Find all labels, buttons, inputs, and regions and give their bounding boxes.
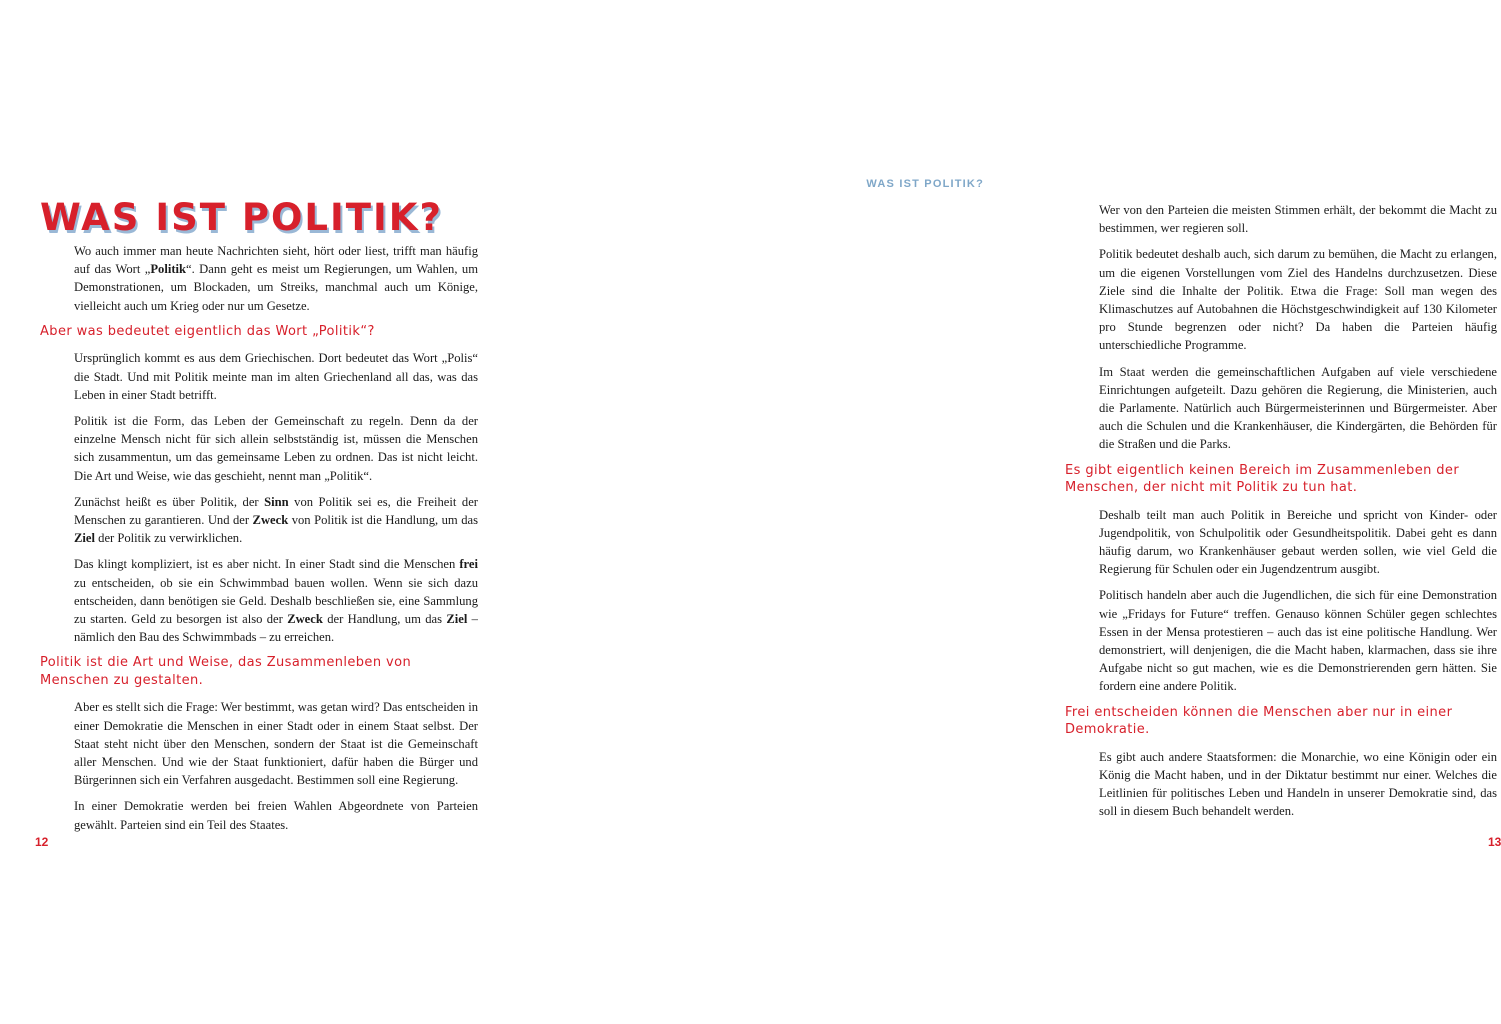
paragraph-definition: Politik ist die Form, das Leben der Gemeinschaft zu regeln. Denn da der einzelne Mensch nicht für sich allein selbstständig ist, müssen die Menschen sich zusammentun, um das gemeinsame Leben zu ordnen. Das ist nicht leicht. Die Art und Weise, wie das geschieht, nennt man „Politik“. (74, 413, 478, 483)
paragraph-wahlen: In einer Demokratie werden bei freien Wahlen Abgeordnete von Parteien gewählt. Parteien sind ein Teil des Staates. (74, 799, 478, 832)
paragraph-wer-bestimmt: Aber es stellt sich die Frage: Wer bestimmt, was getan wird? Das entscheiden in einer Demokratie die Menschen in einer Stadt oder in einem Staat selbst. Der Staat steht nicht über den Menschen, sondern der Staat ist die Gemeinschaft aller Menschen. Und wie der Staat funktioniert, dafür haben die Bürger und Bürgerinnen sich ein Verfahren ausgedacht. Bestimmen soll eine Regierung. (74, 700, 478, 788)
paragraph-bereiche: Deshalb teilt man auch Politik in Bereiche und spricht von Kinder- oder Jugendpolitik, von Schulpolitik oder Gesundheitspolitik. Dabei geht es dann häufig darum, wo Krankenhäuser gebaut werden sollen, wie viel Geld die Regierung für Schulen oder ein Jugendzentrum ausgibt. (1099, 507, 1497, 577)
paragraph-jugendliche: Politisch handeln aber auch die Jugendlichen, die sich für eine Demonstration wie „Fridays for Future“ treffen. Genauso können Schüler gegen schlechtes Essen in der Mensa protestieren – auch das ist eine politische Handlung. Wer demonstriert, will denjenigen, die die Macht haben, klarmachen, dass sie ihre Aufgabe nicht so gut machen, wie es die Demonstrierenden gern hätten. Sie fordern eine andere Politik. (1099, 588, 1497, 694)
page-number-left: 12 (35, 835, 49, 849)
right-text-column (1065, 201, 1497, 828)
subheading-zusammenleben: Politik ist die Art und Weise, das Zusammenleben von Menschen zu gestalten. (40, 655, 412, 688)
page-number-right: 13 (1488, 835, 1501, 849)
paragraph-aufgaben: Im Staat werden die gemeinschaftlichen Aufgaben auf viele verschiedene Einrichtungen aufgeteilt. Dazu gehören die Regierung, die Ministerien, auch die Parlamente. Natürlich auch Bürgermeisterinnen und Bürgermeister. Aber auch die Schulen und die Krankenhäuser, die Kindergärten, die Behörden für die Straßen und die Parks. (1099, 364, 1497, 452)
running-head: WAS IST POLITIK? (866, 178, 984, 190)
paragraph-schwimmbad: Das klingt kompliziert, ist es aber nicht. In einer Stadt sind die Menschen frei zu entscheiden, ob sie ein Schwimmbad bauen wollen. Wenn sie sich dazu entscheiden, dann benötigen sie Geld. Deshalb beschließen sie, eine Sammlung zu starten. Geld zu besorgen ist also der Zweck der Handlung, um das Ziel – nämlich den Bau des Schwimmbads – zu erreichen. (74, 557, 478, 645)
paragraph-origin: Ursprünglich kommt es aus dem Griechischen. Dort bedeutet das Wort „Polis“ die Stadt. Und mit Politik meinte man im alten Griechenland all das, was das Leben in einer Stadt betrifft. (74, 351, 478, 402)
subheading-demokratie: Frei entscheiden können die Menschen aber nur in einer Demokratie. (1065, 704, 1453, 738)
right-page (512, 0, 1501, 1024)
left-page (0, 0, 512, 1024)
paragraph-sinn-zweck: Zunächst heißt es über Politik, der Sinn von Politik sei es, die Freiheit der Menschen zu garantieren. Und der Zweck von Politik ist die Handlung, um das Ziel der Politik zu verwirklichen. (74, 494, 478, 546)
paragraph-staatsformen: Es gibt auch andere Staatsformen: die Monarchie, wo eine Königin oder ein König die Macht haben, und in der Diktatur bestimmt nur einer. Welches die Leitlinien für politisches Leben und Handeln in unserer Demokratie sind, das soll in diesem Buch behandelt werden. (1099, 749, 1497, 819)
intro-paragraph: Wo auch immer man heute Nachrichten sieht, hört oder liest, trifft man häufig auf das Wort „Politik“. Dann geht es meist um Regierungen, um Wahlen, um Demonstrationen, um Blockaden, um Streiks, manchmal auch um Könige, vielleicht auch um Krieg oder nur um Gesetze. (74, 244, 479, 313)
subheading-word-politik: Aber was bedeutet eigentlich das Wort „Politik“? (40, 323, 375, 339)
subheading-bereich: Es gibt eigentlich keinen Bereich im Zusammenleben der Menschen, der nicht mit Politik zu tun hat. (1065, 462, 1460, 496)
chapter-title: WAS IST POLITIK? (40, 196, 443, 239)
paragraph-stimmen: Wer von den Parteien die meisten Stimmen erhält, der bekommt die Macht zu bestimmen, wer regieren soll. (1099, 203, 1497, 236)
left-text-column (40, 242, 478, 842)
paragraph-macht: Politik bedeutet deshalb auch, sich darum zu bemühen, die Macht zu erlangen, um die eigenen Vorstellungen vom Ziel des Handelns durchzusetzen. Diese Ziele sind die Inhalte der Politik. Etwa die Frage: Soll man wegen des Klimaschutzes auf Autobahnen die Höchstgeschwindigkeit auf 130 Kilometer pro Stunde begrenzen oder nicht? Da haben die Parteien häufig unterschiedliche Programme. (1099, 247, 1497, 353)
